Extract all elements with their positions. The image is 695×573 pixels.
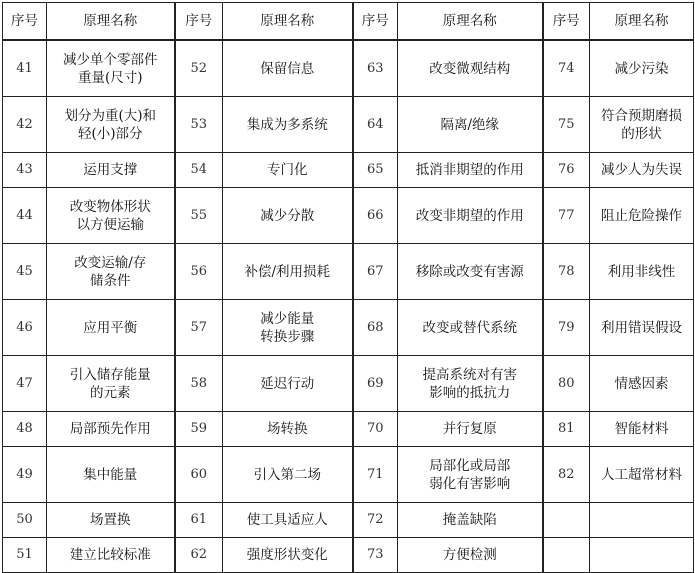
table-row	[3, 447, 694, 503]
principle-name: 减少人为失误	[590, 153, 694, 188]
principle-number: 78	[543, 244, 590, 300]
principle-name: 移除或改变有害源	[398, 244, 543, 300]
principle-number: 53	[175, 97, 223, 153]
principle-name: 方便检测	[398, 538, 543, 573]
principle-number: 61	[175, 503, 223, 538]
principle-name: 并行复原	[398, 412, 543, 447]
principle-name: 减少分散	[223, 188, 353, 244]
principle-name: 改变物体形状 以方便运输	[47, 188, 175, 244]
principle-number: 43	[3, 153, 47, 188]
principle-name: 场转换	[223, 412, 353, 447]
principle-number: 77	[543, 188, 590, 244]
principle-name: 专门化	[223, 153, 353, 188]
principle-name: 利用错误假设	[590, 300, 694, 356]
header-num: 序号	[353, 3, 398, 41]
table-row	[3, 97, 694, 153]
principle-name: 隔离/绝缘	[398, 97, 543, 153]
principle-number: 45	[3, 244, 47, 300]
principle-name: 局部预先作用	[47, 412, 175, 447]
header-name: 原理名称	[398, 3, 543, 41]
principle-number: 74	[543, 40, 590, 97]
principle-number: 48	[3, 412, 47, 447]
principle-name: 延迟行动	[223, 356, 353, 412]
principle-name: 抵消非期望的作用	[398, 153, 543, 188]
principle-name: 智能材料	[590, 412, 694, 447]
principle-number: 79	[543, 300, 590, 356]
principle-number: 80	[543, 356, 590, 412]
principle-number: 70	[353, 412, 398, 447]
principle-number: 68	[353, 300, 398, 356]
principle-number: 75	[543, 97, 590, 153]
principle-name: 引入储存能量 的元素	[47, 356, 175, 412]
principle-number: 41	[3, 40, 47, 97]
principle-number	[543, 503, 590, 538]
table-body	[3, 40, 694, 573]
principle-name	[590, 503, 694, 538]
principle-name: 应用平衡	[47, 300, 175, 356]
principle-number: 62	[175, 538, 223, 573]
principle-number: 52	[175, 40, 223, 97]
principle-number: 76	[543, 153, 590, 188]
principle-number: 54	[175, 153, 223, 188]
principle-name: 补偿/利用损耗	[223, 244, 353, 300]
header-name: 原理名称	[47, 3, 175, 41]
principle-number: 66	[353, 188, 398, 244]
principle-name: 减少能量 转换步骤	[223, 300, 353, 356]
principle-number: 42	[3, 97, 47, 153]
principle-name: 阻止危险操作	[590, 188, 694, 244]
header-num: 序号	[3, 3, 47, 41]
principle-name: 引入第二场	[223, 447, 353, 503]
principle-name: 人工超常材料	[590, 447, 694, 503]
table-row	[3, 153, 694, 188]
principle-name: 集成为多系统	[223, 97, 353, 153]
principle-number: 46	[3, 300, 47, 356]
principle-number: 71	[353, 447, 398, 503]
principle-name: 划分为重(大)和 轻(小)部分	[47, 97, 175, 153]
table-row	[3, 188, 694, 244]
header-num: 序号	[543, 3, 590, 41]
header-num: 序号	[175, 3, 223, 41]
principle-number: 57	[175, 300, 223, 356]
principle-number	[543, 538, 590, 573]
principle-number: 65	[353, 153, 398, 188]
principle-number: 51	[3, 538, 47, 573]
principle-name: 强度形状变化	[223, 538, 353, 573]
principle-number: 47	[3, 356, 47, 412]
principle-number: 72	[353, 503, 398, 538]
principle-number: 56	[175, 244, 223, 300]
principle-number: 81	[543, 412, 590, 447]
principle-name: 改变非期望的作用	[398, 188, 543, 244]
principle-name: 使工具适应人	[223, 503, 353, 538]
table-header	[3, 3, 694, 41]
principle-number: 69	[353, 356, 398, 412]
principle-number: 55	[175, 188, 223, 244]
header-row	[3, 3, 694, 41]
header-name: 原理名称	[590, 3, 694, 41]
principle-number: 63	[353, 40, 398, 97]
principle-name: 运用支撑	[47, 153, 175, 188]
principle-name: 利用非线性	[590, 244, 694, 300]
principle-name: 提高系统对有害 影响的抵抗力	[398, 356, 543, 412]
principle-name: 减少单个零部件 重量(尺寸)	[47, 40, 175, 97]
principle-number: 58	[175, 356, 223, 412]
principle-name: 保留信息	[223, 40, 353, 97]
table-row	[3, 538, 694, 573]
table-row	[3, 412, 694, 447]
table-row	[3, 503, 694, 538]
principle-name: 改变微观结构	[398, 40, 543, 97]
principle-number: 67	[353, 244, 398, 300]
principle-name: 符合预期磨损 的形状	[590, 97, 694, 153]
principle-number: 44	[3, 188, 47, 244]
principle-number: 60	[175, 447, 223, 503]
principle-number: 73	[353, 538, 398, 573]
principles-table	[2, 2, 694, 573]
principle-name: 局部化或局部 弱化有害影响	[398, 447, 543, 503]
table-row	[3, 356, 694, 412]
principle-name: 改变或替代系统	[398, 300, 543, 356]
principle-number: 49	[3, 447, 47, 503]
principle-name	[590, 538, 694, 573]
header-name: 原理名称	[223, 3, 353, 41]
principle-name: 掩盖缺陷	[398, 503, 543, 538]
table-row	[3, 244, 694, 300]
principle-name: 减少污染	[590, 40, 694, 97]
principle-number: 82	[543, 447, 590, 503]
principle-name: 情感因素	[590, 356, 694, 412]
principle-name: 场置换	[47, 503, 175, 538]
principle-number: 59	[175, 412, 223, 447]
principle-name: 集中能量	[47, 447, 175, 503]
principle-name: 改变运输/存 储条件	[47, 244, 175, 300]
table-row	[3, 40, 694, 97]
principle-name: 建立比较标准	[47, 538, 175, 573]
principle-number: 50	[3, 503, 47, 538]
table-row	[3, 300, 694, 356]
principle-number: 64	[353, 97, 398, 153]
